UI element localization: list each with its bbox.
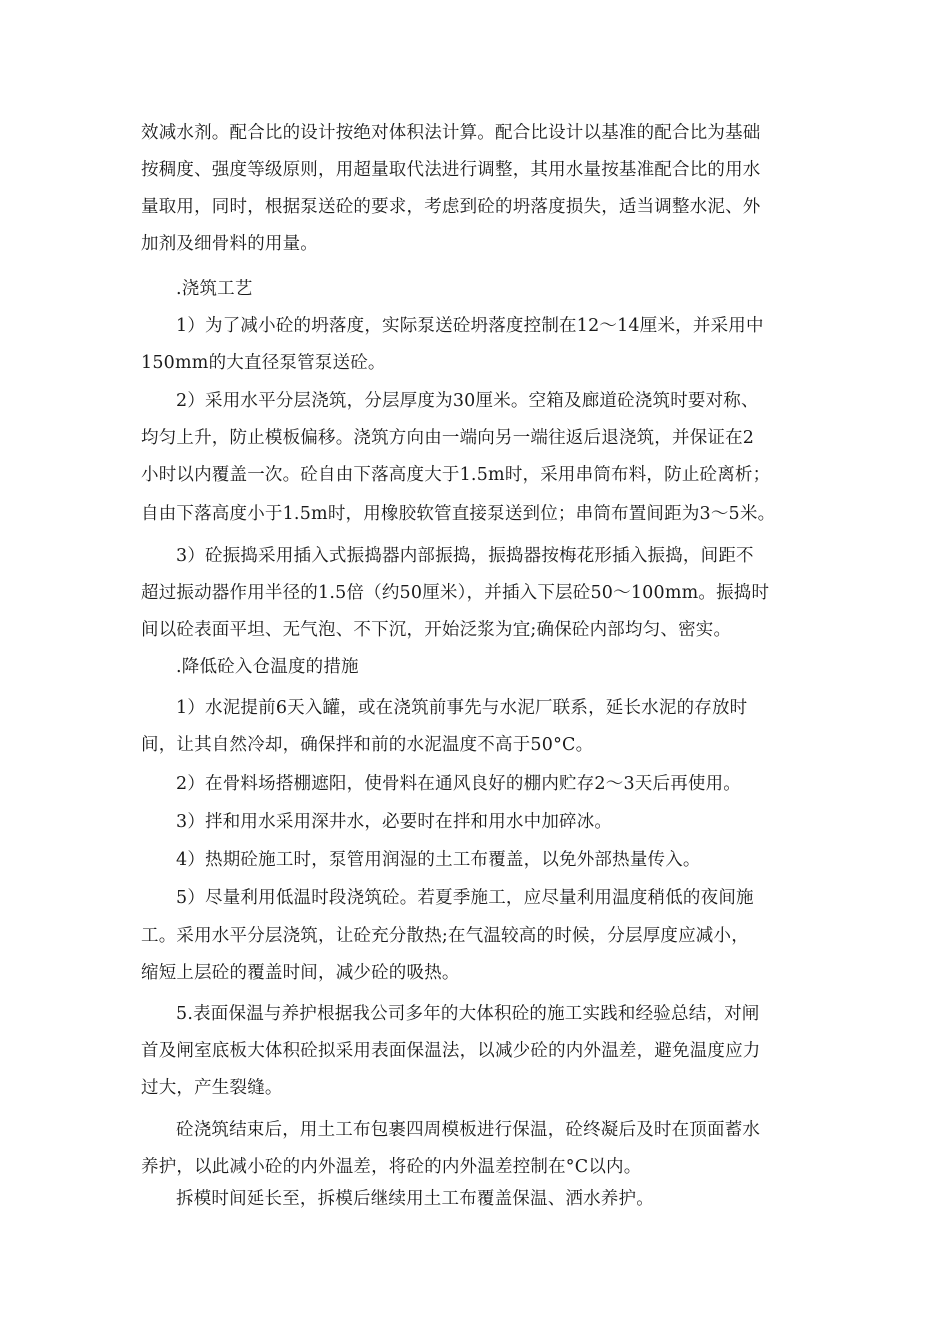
section-heading: .降低砼入仓温度的措施 [176, 657, 359, 677]
text-line: 量取用，同时，根据泵送砼的要求，考虑到砼的坍落度损失，适当调整水泥、外 [141, 197, 761, 217]
text-line: 超过振动器作用半径的1.5倍（约50厘米），并插入下层砼50〜100mm。振捣时 [141, 583, 770, 603]
text-line: 2）采用水平分层浇筑，分层厚度为30厘米。空箱及廊道砼浇筑时要对称、 [176, 391, 759, 411]
text-line: 1）为了减小砼的坍落度，实际泵送砼坍落度控制在12〜14厘米，并采用中 [176, 316, 764, 336]
text-line: 砼浇筑结束后，用土工布包裹四周模板进行保温，砼终凝后及时在顶面蓄水 [176, 1120, 761, 1140]
text-line: 间以砼表面平坦、无气泡、不下沉，开始泛浆为宜;确保砼内部均匀、密实。 [141, 620, 732, 640]
text-line: 加剂及细骨料的用量。 [141, 234, 318, 254]
text-line: 3）拌和用水采用深井水，必要时在拌和用水中加碎冰。 [176, 812, 613, 832]
section-heading: .浇筑工艺 [176, 279, 253, 299]
text-line: 1）水泥提前6天入罐，或在浇筑前事先与水泥厂联系，延长水泥的存放时 [176, 698, 748, 718]
text-line: 首及闸室底板大体积砼拟采用表面保温法，以减少砼的内外温差，避免温度应力 [141, 1041, 761, 1061]
text-line: 5.表面保温与养护根据我公司多年的大体积砼的施工实践和经验总结，对闸 [176, 1004, 760, 1024]
text-line: 2）在骨料场搭棚遮阳，使骨料在通风良好的棚内贮存2〜3天后再使用。 [176, 774, 741, 794]
text-line: 5）尽量利用低温时段浇筑砼。若夏季施工，应尽量利用温度稍低的夜间施 [176, 888, 754, 908]
text-line: 3）砼振捣采用插入式振捣器内部振捣，振捣器按梅花形插入振捣，间距不 [176, 546, 754, 566]
text-line: 均匀上升，防止模板偏移。浇筑方向由一端向另一端往返后退浇筑，并保证在2 [141, 428, 755, 448]
text-line: 4）热期砼施工时，泵管用润湿的土工布覆盖，以免外部热量传入。 [176, 850, 701, 870]
text-line: 效减水剂。配合比的设计按绝对体积法计算。配合比设计以基准的配合比为基础 [141, 123, 761, 143]
text-line: 缩短上层砼的覆盖时间，减少砼的吸热。 [141, 963, 460, 983]
text-line: 小时以内覆盖一次。砼自由下落高度大于1.5m时，采用串筒布料，防止砼离析； [141, 465, 771, 485]
text-line: 按稠度、强度等级原则，用超量取代法进行调整，其用水量按基准配合比的用水 [141, 160, 761, 180]
text-line: 间，让其自然冷却，确保拌和前的水泥温度不高于50°C。 [141, 735, 594, 755]
text-line: 过大，产生裂缝。 [141, 1078, 283, 1098]
text-line: 养护，以此减小砼的内外温差，将砼的内外温差控制在°C以内。 [141, 1157, 642, 1177]
text-line: 工。采用水平分层浇筑，让砼充分散热;在气温较高的时候，分层厚度应减小， [141, 926, 749, 946]
text-line: 自由下落高度小于1.5m时，用橡胶软管直接泵送到位；串筒布置间距为3〜5米。 [141, 504, 776, 524]
text-line: 150mm的大直径泵管泵送砼。 [141, 353, 386, 373]
text-line: 拆模时间延长至，拆模后继续用土工布覆盖保温、洒水养护。 [176, 1189, 654, 1209]
